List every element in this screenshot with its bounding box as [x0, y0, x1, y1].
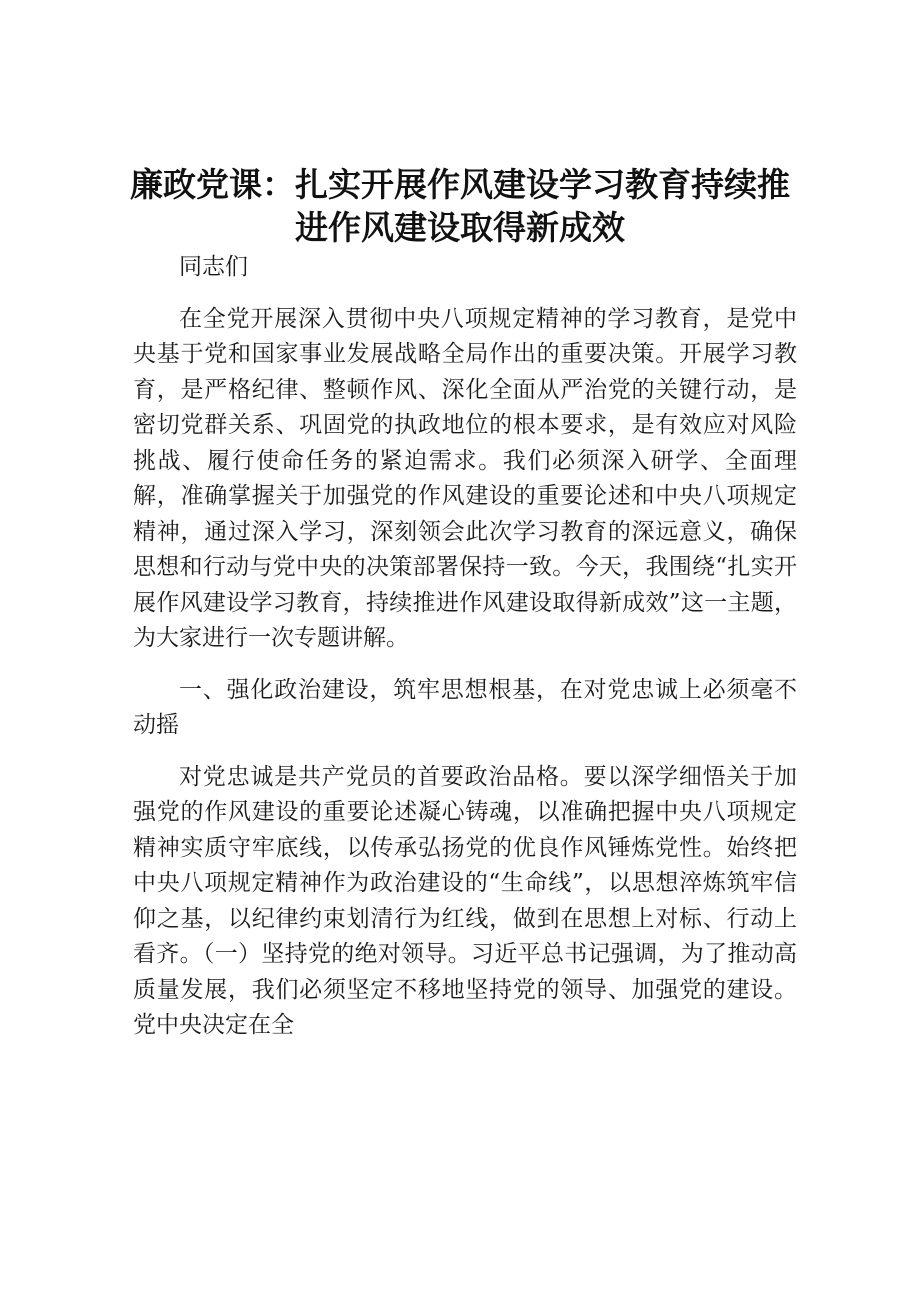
title-line-2: 进作风建设取得新成效: [295, 208, 625, 247]
document-body: [133, 250, 797, 1060]
salutation: 同志们: [179, 254, 248, 280]
intro-paragraph: 在全党开展深入贯彻中央八项规定精神的学习教育，是党中央基于党和国家事业发展战略全局作出的重要决策。开展学习教育，是严格纪律、整顿作风、深化全面从严治党的关键行动，是密切党群关系、巩固党的执政地位的根本要求，是有效应对风险挑战、履行使命任务的紧迫需求。我们必须深入研学、全面理解，准确掌握关于加强党的作风建设的重要论述和中央八项规定精神，通过深入学习，深刻领会此次学习教育的深远意义，确保思想和行动与党中央的决策部署保持一致。今天，我围绕“扎实开展作风建设学习教育，持续推进作风建设取得新成效”这一主题，为大家进行一次专题讲解。: [133, 305, 797, 651]
section-1-paragraph: 对党忠诚是共产党员的首要政治品格。要以深学细悟关于加强党的作风建设的重要论述凝心铸魂，以准确把握中央八项规定精神实质守牢底线，以传承弘扬党的优良作风锤炼党性。始终把中央八项规定精神作为政治建设的“生命线”，以思想淬炼筑牢信仰之基，以纪律约束划清行为红线，做到在思想上对标、行动上看齐。（一）坚持党的绝对领导。习近平总书记强调，为了推动高质量发展，我们必须坚定不移地坚持党的领导、加强党的建设。党中央决定在全: [133, 763, 797, 1038]
section-1-heading: 一、强化政治建设，筑牢思想根基，在对党忠诚上必须毫不动摇: [133, 676, 797, 738]
title-line-1: 廉政党课：扎实开展作风建设学习教育持续推: [130, 165, 790, 204]
document-title: [120, 163, 800, 249]
